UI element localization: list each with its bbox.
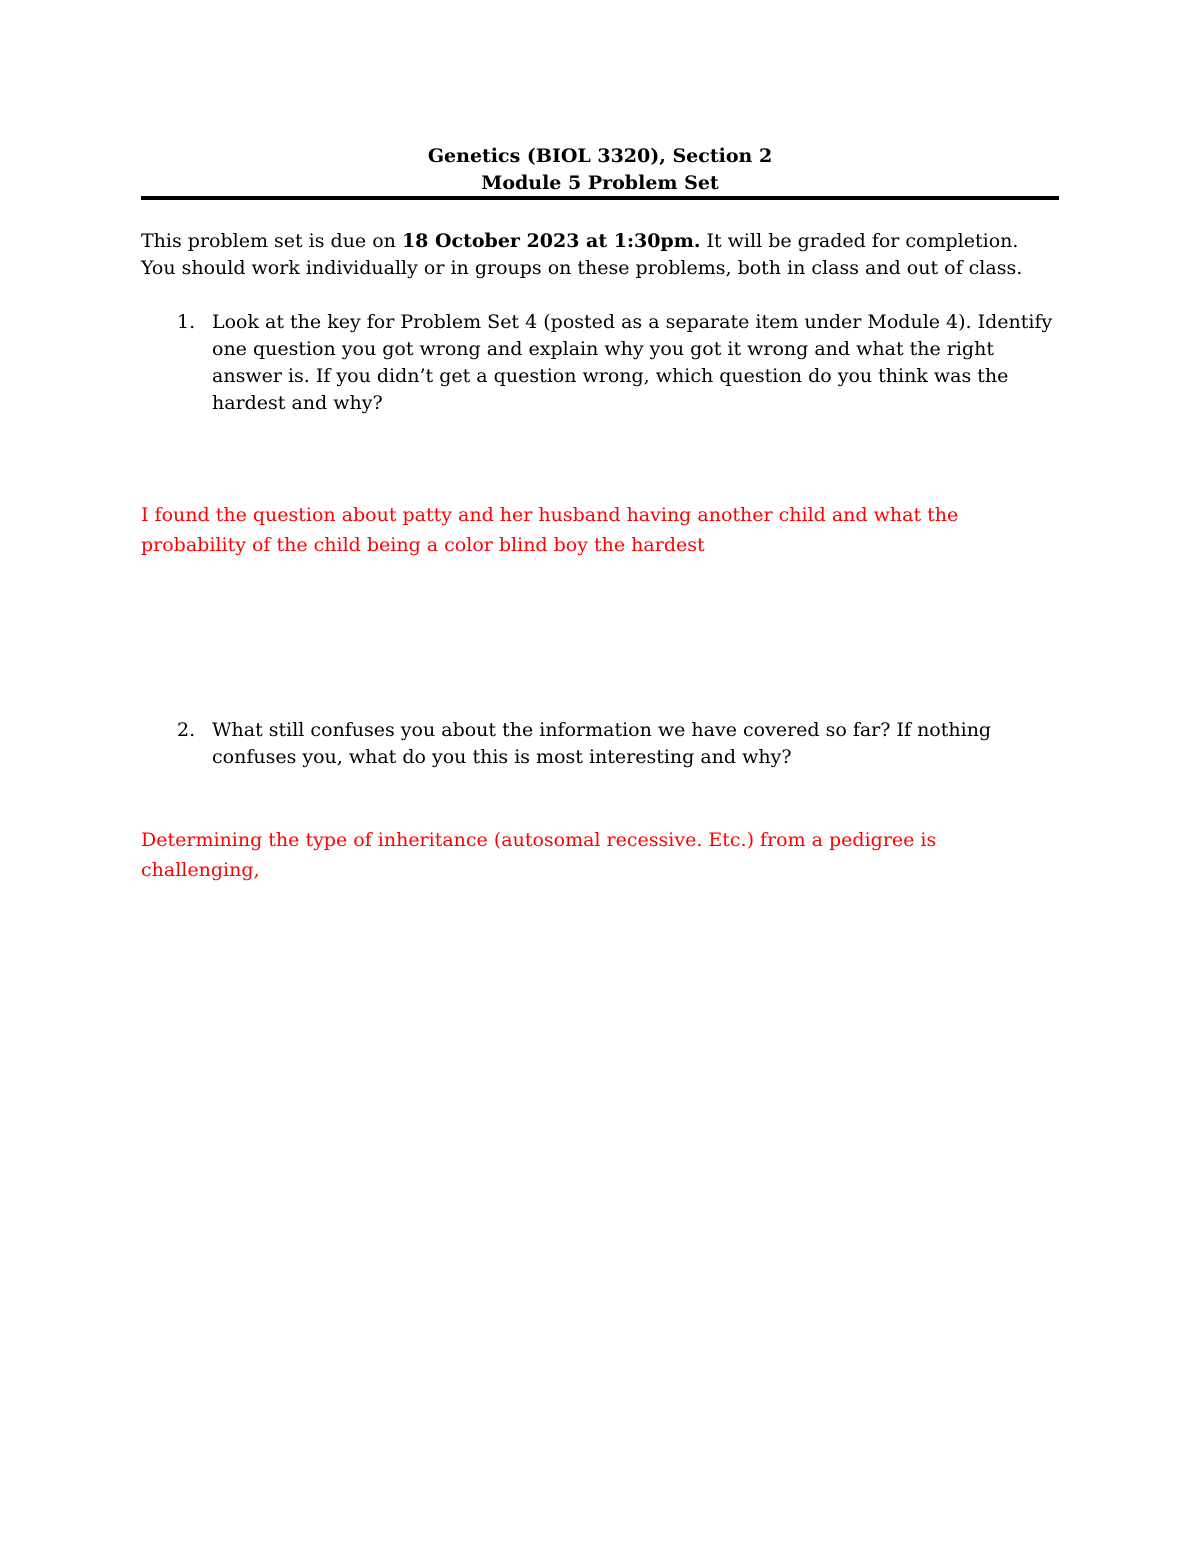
problem-set-title: Module 5 Problem Set [481,172,719,194]
answer-2: Determining the type of inheritance (autosomal recessive. Etc.) from a pedigree is challenging, [141,829,937,881]
due-date: 18 October 2023 at 1:30pm. [401,230,701,252]
question-text: Look at the key for Problem Set 4 (posted as a separate item under Module 4). Identify one question you got wrong and explain why you got it wrong and what the right answer is. If you didn’t get a question wrong, which question do you think was the hardest and why? [212,311,1053,414]
intro-text-before: This problem set is due on [141,230,402,252]
question-text: What still confuses you about the information we have covered so far? If nothing confuses you, what do you this is most interesting and why? [212,719,992,768]
intro-paragraph [141,228,1059,282]
document-header [141,143,1059,197]
question-1 [141,309,1059,417]
answer-1: I found the question about patty and her husband having another child and what the probability of the child being a color blind boy the hardest [141,504,959,556]
course-title: Genetics (BIOL 3320), Section 2 [427,145,773,167]
intro-text-after: It will be graded for completion. You should work individually or in groups on these problems, both in class and out of class. [141,230,1023,279]
question-number: 1. [177,311,196,333]
question-2 [141,717,1059,771]
question-number: 2. [177,719,196,741]
header-divider [141,196,1059,200]
